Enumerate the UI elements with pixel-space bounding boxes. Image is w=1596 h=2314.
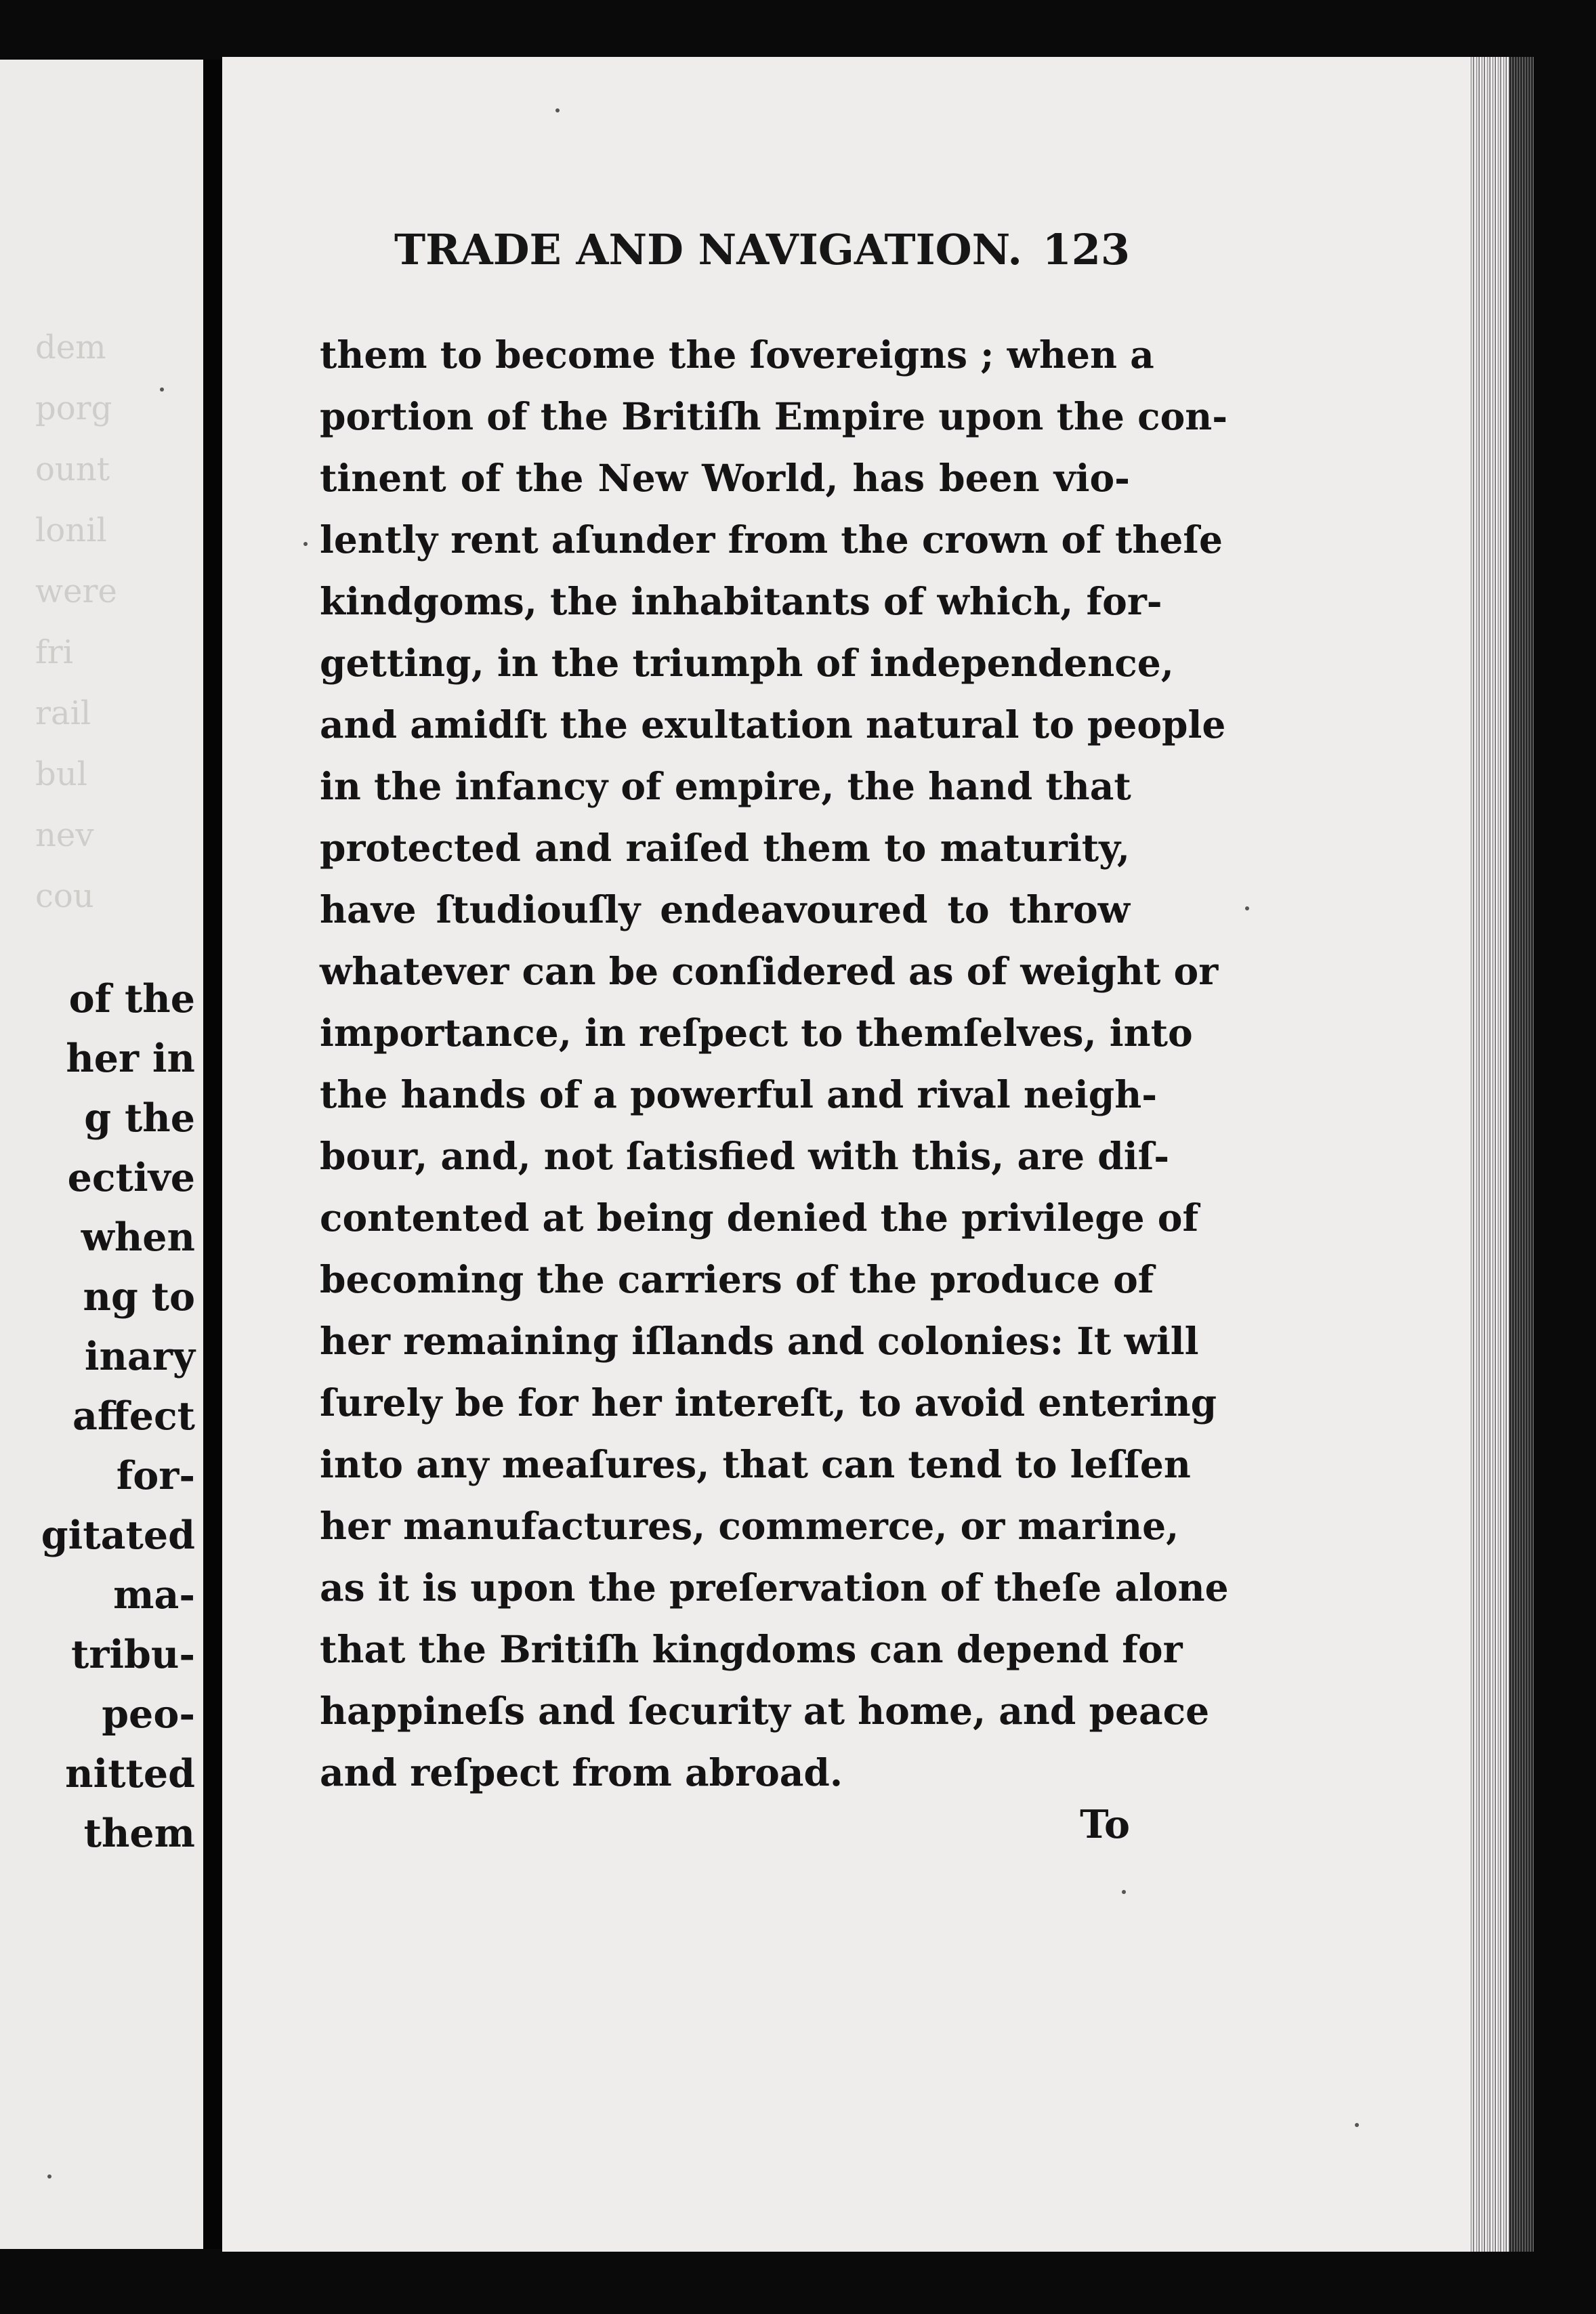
text-line: into any meaſures, that can tend to leſſen <box>320 1442 1191 1486</box>
left-faint-line: nev <box>35 816 94 854</box>
book-gutter <box>203 60 222 2249</box>
text-line: that the Britiſh kingdoms can depend for <box>320 1627 1183 1671</box>
page-fore-edge-shadow <box>1509 57 1534 2252</box>
text-line: and reſpect from abroad. <box>320 1750 843 1794</box>
dust-speck <box>47 2174 51 2179</box>
left-faint-line: fri <box>35 633 74 671</box>
left-line-fragment: gitated <box>41 1513 195 1558</box>
text-line: bour, and, not ſatisfied with this, are diſ- <box>320 1134 1170 1178</box>
dust-speck <box>555 108 560 112</box>
text-line: tinent of the New World, has been vio- <box>320 456 1130 500</box>
left-facing-page <box>0 60 203 2249</box>
text-line: kindgoms, the inhabitants of which, for- <box>320 579 1162 623</box>
left-faint-line: ount <box>35 450 110 488</box>
left-line-fragment: tribu- <box>71 1632 195 1677</box>
text-line: portion of the Britiſh Empire upon the con- <box>320 394 1228 438</box>
text-line: importance, in reſpect to themſelves, into <box>320 1011 1193 1055</box>
body-text <box>320 324 1229 1803</box>
text-line: as it is upon the preſervation of theſe alone <box>320 1565 1229 1610</box>
text-line: protected and raiſed them to maturity, <box>320 826 1130 870</box>
text-line: them to become the ſovereigns ; when a <box>320 333 1154 377</box>
running-title: TRADE AND NAVIGATION. <box>394 225 1022 274</box>
left-line-fragment: her in <box>66 1036 195 1081</box>
catchword: To <box>1080 1802 1130 1847</box>
text-line: her remaining iſlands and colonies: It will <box>320 1319 1199 1363</box>
left-line-fragment: of the <box>68 976 195 1022</box>
page-number: 123 <box>1042 225 1130 274</box>
left-faint-line: cou <box>35 877 94 915</box>
text-line: have ſtudiouſly endeavoured to throw <box>320 887 1130 931</box>
left-faint-line: dem <box>35 329 106 366</box>
text-line: in the infancy of empire, the hand that <box>320 764 1131 808</box>
text-line: happineſs and ſecurity at home, and peace <box>320 1689 1210 1733</box>
left-faint-line: bul <box>35 755 87 793</box>
dust-speck <box>1355 2123 1359 2127</box>
left-line-fragment: inary <box>84 1334 195 1379</box>
text-line: her manufactures, commerce, or marine, <box>320 1504 1179 1548</box>
left-faint-line: rail <box>35 694 91 732</box>
left-line-fragment: them <box>83 1811 195 1856</box>
left-line-fragment: peo- <box>102 1691 195 1737</box>
dust-speck <box>1245 906 1249 910</box>
left-faint-line: were <box>35 572 117 610</box>
left-page-bleed-through <box>35 317 203 927</box>
left-line-fragment: ng to <box>83 1274 195 1320</box>
left-line-fragment: nitted <box>65 1751 195 1796</box>
left-line-fragment: when <box>81 1215 195 1260</box>
left-line-fragment: affect <box>72 1393 195 1439</box>
text-line: contented at being denied the privilege of <box>320 1196 1199 1240</box>
text-line: lently rent aſunder from the crown of theſe <box>320 518 1223 562</box>
running-head <box>394 225 1130 279</box>
dust-speck <box>1122 1890 1126 1894</box>
dust-speck <box>160 387 164 392</box>
text-line: whatever can be conſidered as of weight or <box>320 949 1219 993</box>
left-line-fragment: for- <box>116 1453 195 1498</box>
text-line: becoming the carriers of the produce of <box>320 1257 1154 1301</box>
left-line-fragment: g the <box>84 1095 195 1141</box>
text-line: and amidſt the exultation natural to people <box>320 702 1226 746</box>
left-faint-line: lonil <box>35 511 107 549</box>
text-line: getting, in the triumph of independence, <box>320 641 1174 685</box>
left-line-fragment: ma- <box>113 1572 195 1618</box>
left-line-fragment: ective <box>67 1155 195 1200</box>
text-line: the hands of a powerful and rival neigh- <box>320 1072 1158 1116</box>
dust-speck <box>303 542 308 546</box>
left-faint-line: porg <box>35 390 112 427</box>
text-line: ſurely be for her intereſt, to avoid entering <box>320 1381 1217 1425</box>
